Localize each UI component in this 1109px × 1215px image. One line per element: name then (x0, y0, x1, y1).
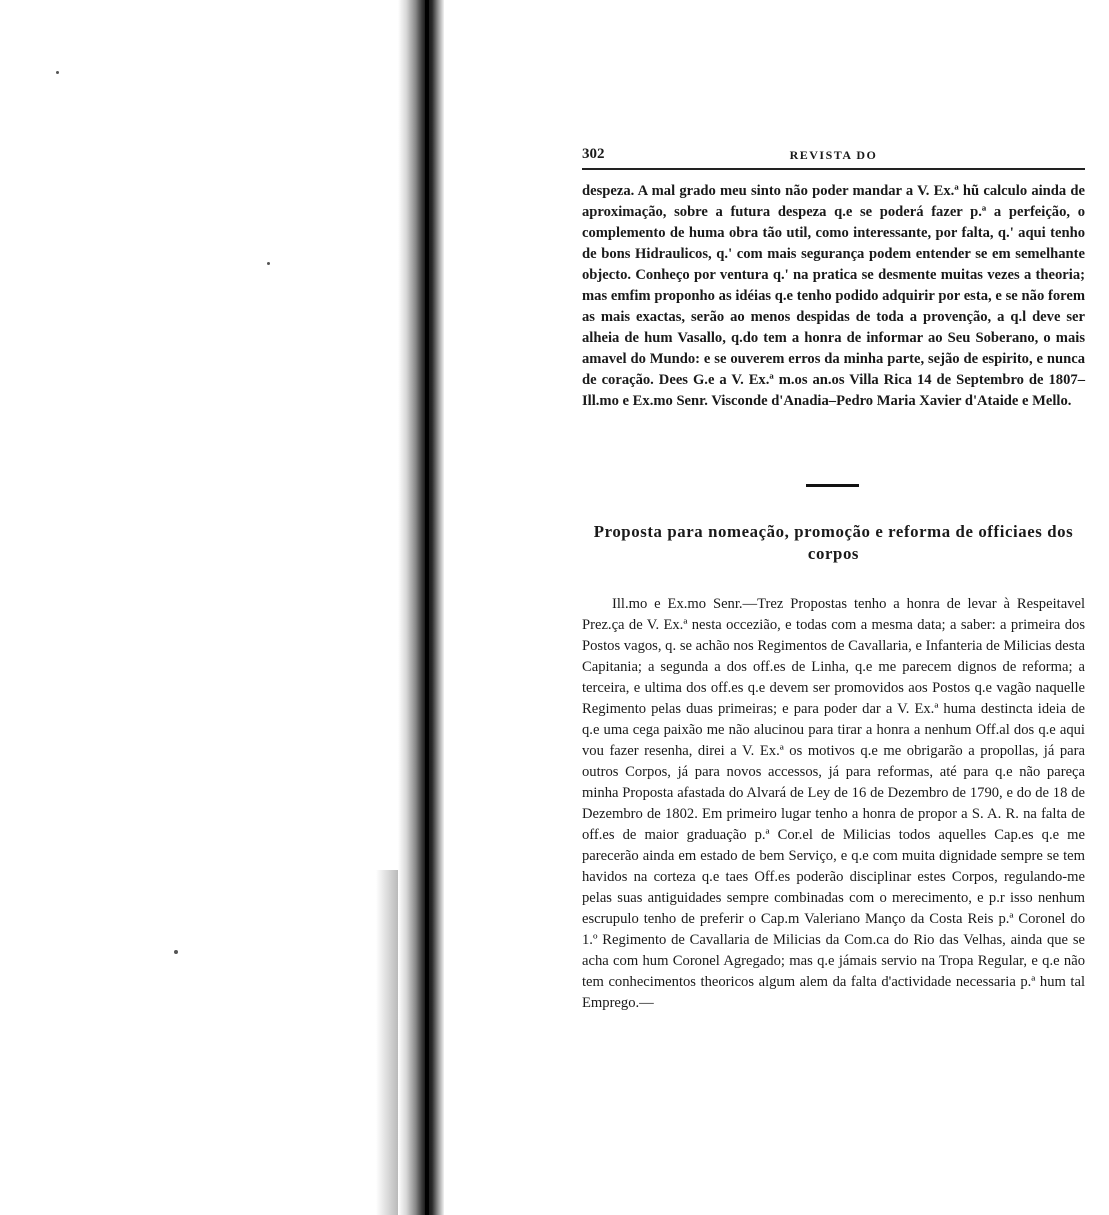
body-paragraph-text: Ill.mo e Ex.mo Senr.—Trez Propostas tenho a honra de levar à Respeitavel Prez.ça de V. Ex.ª nesta occezião, e todas com a mesma data; a saber: a primeira dos Postos vagos, q. se achão nos Regimentos de Cavallaria, e Infanteria de Milicias desta Capitania; a segunda a dos off.es de Linha, q.e me parecem dignos de reforma; a terceira, e ultima dos off.es q.e devem ser promovidos aos Postos q.e vagão naquelle Regimento pelas duas primeiras; e para poder dar a V. Ex.ª huma destincta ideia de q.e uma cega paixão me não alucinou para tirar a honra a nenhum Off.al dos q.e aqui vou fazer resenha, direi a V. Ex.ª os motivos q.e me obrigarão a propollas, já para outros Corpos, já para novos accessos, já para reformas, até para q.e não pareça minha Proposta afastada do Alvará de Ley de 16 de Dezembro de 1790, e do de 18 de Dezembro de 1802. Em primeiro lugar tenho a honra de propor a S. A. R. na falta de off.es de maior graduação p.ª Cor.el de Milicias todos aquelles Cap.es q.e me parecerão ainda em estado de bem Serviço, e q.e com muita dignidade sempre se tem havidos na corteza q.e taes Off.es poderão disciplinar estes Corpos, regulando-me pelas suas antiguidades sempre combinadas com o merecimento, e p.r isso nenhum escrupulo tenho de preferir o Cap.m Valeriano Manço da Costa Reis p.ª Coronel do 1.º Regimento de Cavallaria de Milicias da Com.ca do Rio das Velhas, ainda que se acha com hum Coronel Agregado; mas q.e jámais servio na Tropa Regular, e q.e não tem conhecimentos theoricos algum alem da falta d'actividade necessaria p.ª hum tal Emprego.— (582, 596, 1085, 1011)
running-head: REVISTA DO (789, 148, 878, 162)
left-blank-page (0, 0, 400, 1215)
paper-speck (174, 950, 178, 954)
paper-speck (56, 71, 59, 74)
binding-line (425, 0, 429, 1215)
page-number: 302 (582, 146, 605, 162)
section-title: Proposta para nomeação, promoção e reforma de officiaes dos corpos (593, 522, 1074, 563)
paper-speck (267, 262, 270, 265)
closing-paragraph (582, 181, 1085, 412)
closing-paragraph-text: despeza. A mal grado meu sinto não poder mandar a V. Ex.ª hũ calculo ainda de aproximação, sobre a futura despeza q.e se poderá fazer p.ª a perfeição, o complemento de huma obra tão util, como interessante, por falta, q.' aqui tenho de bons Hidraulicos, q.' com mais segurança podem entender se em semelhante objecto. Conheço por ventura q.' na pratica se desmente muitas vezes a theoria; mas emfim proponho as idéias q.e tenho podido adquirir por esta, e se não forem as mais exactas, serão ao menos despidas de toda a provenção, a q.l deve ser alheia de hum Vasallo, q.do tem a honra de informar ao Seu Soberano, o mais amavel do Mundo: e se ouverem erros da minha parte, sejão de espirito, e nunca de coração. Dees G.e a V. Ex.ª m.os an.os Villa Rica 14 de Septembro de 1807– Ill.mo e Ex.mo Senr. Visconde d'Anadia–Pedro Maria Xavier d'Ataide e Mello. (582, 183, 1085, 409)
page-header (582, 146, 1085, 166)
section-divider (806, 484, 859, 487)
body-paragraph (582, 594, 1085, 1014)
book-gutter (398, 0, 444, 1215)
header-rule (582, 168, 1085, 170)
